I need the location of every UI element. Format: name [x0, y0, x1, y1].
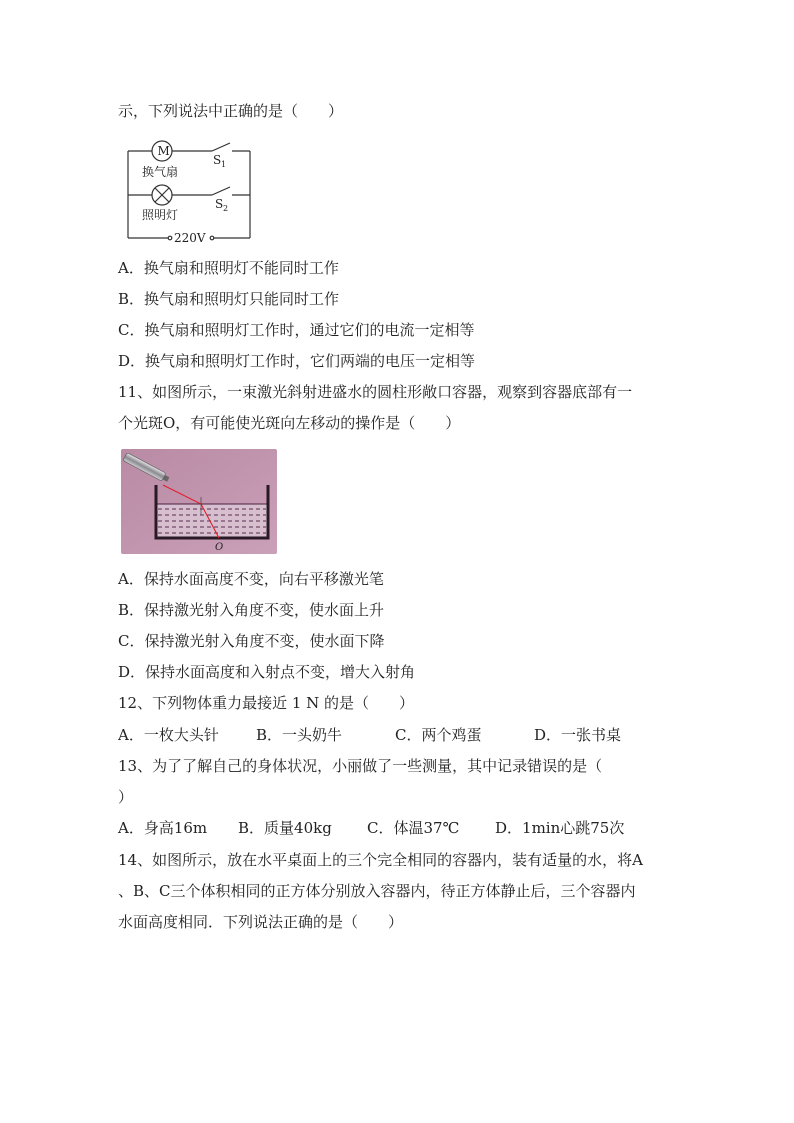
q12-stem: 12、下列物体重力最接近 1 N 的是（ ） [118, 694, 415, 712]
q13-option-c: C．体温37℃ [367, 819, 460, 837]
fan-label: 换气扇 [142, 165, 179, 179]
q14-stem-line1: 14、如图所示，放在水平桌面上的三个完全相同的容器内，装有适量的水，将A [118, 851, 643, 869]
switch1-label: S [213, 153, 222, 167]
q13-option-b: B．质量40kg [238, 819, 332, 837]
laser-container-photo [121, 449, 277, 554]
switch2-label: S [215, 197, 224, 211]
q13-stem-line2: ） [118, 788, 134, 806]
q13-options-row [118, 818, 678, 838]
motor-symbol: M [157, 144, 170, 158]
q13-option-d: D．1min心跳75次 [495, 819, 625, 837]
switch2-sub: 2 [223, 204, 229, 213]
q10-option-b: B．换气扇和照明灯只能同时工作 [118, 290, 340, 308]
q13-stem-line1: 13、为了了解自己的身体状况，小丽做了一些测量，其中记录错误的是（ [118, 757, 603, 775]
q12-option-c: C．两个鸡蛋 [395, 726, 482, 744]
q11-option-a: A．保持水面高度不变，向右平移激光笔 [118, 570, 384, 588]
q10-option-c: C．换气扇和照明灯工作时，通过它们的电流一定相等 [118, 321, 475, 339]
q12-options-row [118, 725, 678, 745]
q12-option-a: A．一枚大头针 [118, 726, 219, 744]
switch1-sub: 1 [221, 160, 227, 169]
q14-stem-line3: 水面高度相同．下列说法正确的是（ ） [118, 913, 404, 931]
q11-option-c: C．保持激光射入角度不变，使水面下降 [118, 632, 385, 650]
q12-option-d: D．一张书桌 [534, 726, 622, 744]
q11-option-b: B．保持激光射入角度不变，使水面上升 [118, 601, 385, 619]
lamp-label: 照明灯 [142, 208, 179, 222]
q11-stem-line1: 11、如图所示，一束激光斜射进盛水的圆柱形敞口容器，观察到容器底部有一 [118, 383, 633, 401]
spot-o-label: O [215, 542, 224, 553]
q10-option-a: A．换气扇和照明灯不能同时工作 [118, 259, 339, 277]
q14-stem-line2: 、B、C三个体积相同的正方体分别放入容器内，待正方体静止后，三个容器内 [118, 882, 636, 900]
voltage-label: 220V [174, 231, 206, 244]
q12-option-b: B．一头奶牛 [256, 726, 343, 744]
q10-option-d: D．换气扇和照明灯工作时，它们两端的电压一定相等 [118, 352, 476, 370]
q11-option-d: D．保持水面高度和入射点不变，增大入射角 [118, 663, 416, 681]
q10-stem-tail: 示，下列说法中正确的是（ ） [118, 102, 344, 120]
circuit-diagram [118, 138, 258, 244]
q13-option-a: A．身高16m [118, 819, 208, 837]
q11-stem-line2: 个光斑O，有可能使光斑向左移动的操作是（ ） [118, 414, 461, 432]
